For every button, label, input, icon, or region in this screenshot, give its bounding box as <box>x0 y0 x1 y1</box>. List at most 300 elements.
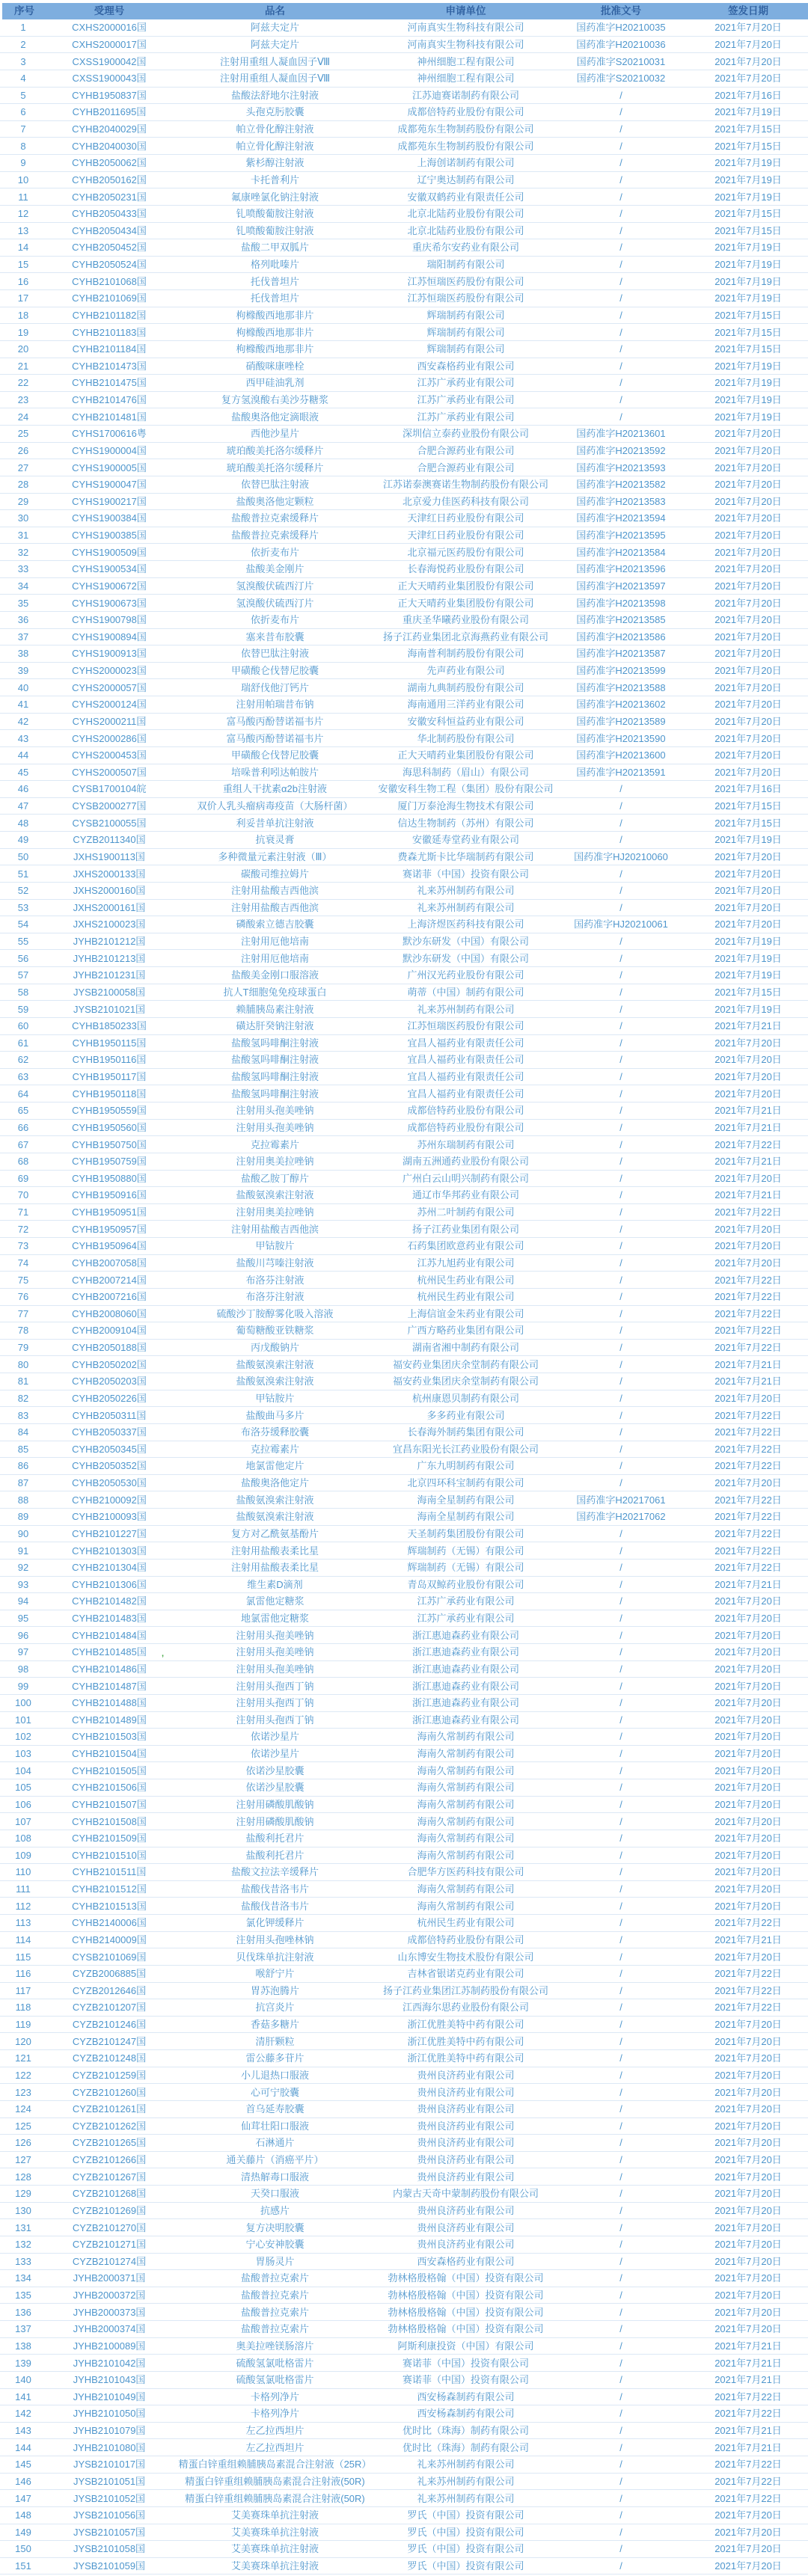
applicant-cell: 礼来苏州制药有限公司 <box>417 901 515 913</box>
approval-no-cell: / <box>619 292 622 304</box>
table-row <box>0 1356 808 1373</box>
acceptance-no-cell: JYHB2100089国 <box>73 2340 146 2352</box>
table-row <box>0 2168 808 2186</box>
acceptance-no-cell: CYZB2101248国 <box>72 2052 147 2064</box>
table-row <box>0 1610 808 1628</box>
approval-no-cell: 国药准字H20213591 <box>576 766 666 778</box>
approval-no-cell: / <box>619 2002 622 2014</box>
approval-no-cell: / <box>619 1595 622 1607</box>
issue-date-cell: 2021年7月20日 <box>714 461 782 473</box>
issue-date-cell: 2021年7月20日 <box>714 2120 782 2132</box>
table-row <box>0 1475 808 1492</box>
acceptance-no-cell: JXHS2000160国 <box>73 885 146 897</box>
product-name-cell: 碳酸司维拉姆片 <box>240 868 309 880</box>
table-row <box>0 1729 808 1746</box>
acceptance-no-cell: CYHB2101509国 <box>72 1833 147 1844</box>
product-name-cell: 清肝颗粒 <box>255 2035 295 2047</box>
seq-cell: 83 <box>17 1409 29 1421</box>
issue-date-cell: 2021年7月22日 <box>714 2391 782 2402</box>
applicant-cell: 江苏广承药业有限公司 <box>417 1595 515 1607</box>
acceptance-no-cell: CYHB1950957国 <box>72 1223 147 1235</box>
applicant-cell: 海南久常制药有限公司 <box>417 1883 515 1895</box>
acceptance-no-cell: CYHB1950759国 <box>72 1156 147 1168</box>
seq-cell: 94 <box>17 1595 29 1607</box>
issue-date-cell: 2021年7月20日 <box>714 2086 782 2098</box>
table-row <box>0 1221 808 1238</box>
seq-cell: 9 <box>20 157 26 169</box>
table-row <box>0 2423 808 2440</box>
seq-cell: 100 <box>15 1697 31 1709</box>
product-name-cell: 盐酸二甲双胍片 <box>240 242 309 254</box>
applicant-cell: 辉瑞制药有限公司 <box>426 309 505 321</box>
table-row <box>0 1932 808 1949</box>
product-name-cell: 布洛芬缓释胶囊 <box>240 1426 309 1438</box>
table-row <box>0 950 808 967</box>
table-row <box>0 223 808 240</box>
product-name-cell: 依诺沙星片 <box>250 1748 299 1760</box>
acceptance-no-cell: CYZB2101246国 <box>72 2019 147 2031</box>
applicant-cell: 广东九明制药有限公司 <box>417 1460 515 1472</box>
product-name-cell: 注射用盐酸吉西他滨 <box>230 901 319 913</box>
acceptance-no-cell: CYHB2040030国 <box>72 140 147 152</box>
acceptance-no-cell: CYHB2101182国 <box>72 309 147 321</box>
approval-no-cell: / <box>619 1071 622 1083</box>
table-row <box>0 1407 808 1424</box>
approval-no-cell: 国药准字H20213596 <box>576 563 666 575</box>
seq-cell: 50 <box>17 850 29 862</box>
acceptance-no-cell: CYHS2000057国 <box>72 681 147 693</box>
approval-no-cell: / <box>619 2137 622 2149</box>
seq-cell: 140 <box>15 2374 31 2386</box>
approval-no-cell: / <box>619 343 622 355</box>
approval-no-cell: / <box>619 1376 622 1387</box>
table-row <box>0 1153 808 1171</box>
seq-cell: 120 <box>15 2035 31 2047</box>
approval-no-cell: / <box>619 2306 622 2318</box>
table-row <box>0 1035 808 1052</box>
seq-cell: 86 <box>17 1460 29 1472</box>
issue-date-cell: 2021年7月15日 <box>714 140 782 152</box>
table-row <box>0 2152 808 2169</box>
seq-cell: 133 <box>15 2255 31 2267</box>
seq-cell: 3 <box>20 55 26 67</box>
issue-date-cell: 2021年7月20日 <box>714 1595 782 1607</box>
product-name-cell: 胃肠灵片 <box>255 2255 295 2267</box>
product-name-cell: 依替巴肽注射液 <box>240 648 309 660</box>
product-name-cell: 盐酸普拉克索缓释片 <box>230 530 319 542</box>
table-row <box>0 1526 808 1543</box>
product-name-cell: 盐酸美金刚口服溶液 <box>230 969 319 981</box>
seq-cell: 61 <box>17 1037 29 1049</box>
seq-cell: 26 <box>17 444 29 456</box>
applicant-cell: 西安杨森制药有限公司 <box>417 2391 515 2402</box>
applicant-cell: 江苏广承药业有限公司 <box>417 377 515 389</box>
applicant-cell: 贵州良济药业有限公司 <box>417 2103 515 2115</box>
product-name-cell: 注射用头孢唑林钠 <box>236 1933 314 1945</box>
issue-date-cell: 2021年7月22日 <box>714 1274 782 1286</box>
approval-no-cell: / <box>619 885 622 897</box>
seq-cell: 146 <box>15 2475 31 2487</box>
table-row <box>0 2372 808 2389</box>
table-header-row <box>2 3 808 19</box>
product-name-cell: 富马酸丙酚替诺福韦片 <box>226 715 324 727</box>
product-name-cell: 依折麦布片 <box>250 614 299 626</box>
product-name-cell: 盐酸奥洛他定片 <box>240 1477 309 1489</box>
issue-date-cell: 2021年7月20日 <box>714 1714 782 1726</box>
acceptance-no-cell: JYHB2101080国 <box>73 2441 146 2453</box>
acceptance-no-cell: CYHS1900509国 <box>72 546 147 558</box>
applicant-cell: 杭州民生药业有限公司 <box>417 1917 515 1929</box>
table-row <box>0 2558 808 2575</box>
seq-cell: 96 <box>17 1629 29 1641</box>
acceptance-no-cell: JYSB2101056国 <box>73 2509 146 2521</box>
approval-no-cell: / <box>619 1342 622 1354</box>
seq-cell: 134 <box>15 2272 31 2284</box>
seq-cell: 117 <box>15 1984 31 1996</box>
issue-date-cell: 2021年7月21日 <box>714 1933 782 1945</box>
acceptance-no-cell: JYHB2000371国 <box>73 2272 146 2284</box>
table-row <box>0 561 808 578</box>
approval-no-cell: / <box>619 952 622 964</box>
product-name-cell: 石淋通片 <box>255 2137 295 2149</box>
applicant-cell: 浙江优胜美特中药有限公司 <box>407 2019 524 2031</box>
acceptance-no-cell: CYZB2101271国 <box>72 2239 147 2251</box>
seq-cell: 47 <box>17 800 29 812</box>
table-row <box>0 916 808 933</box>
seq-cell: 39 <box>17 665 29 677</box>
table-row <box>0 798 808 815</box>
applicant-cell: 先声药业有限公司 <box>426 665 505 677</box>
applicant-cell: 宜昌人福药业有限责任公司 <box>407 1088 524 1100</box>
applicant-cell: 辉瑞制药（无锡）有限公司 <box>407 1562 524 1574</box>
table-row <box>0 70 808 88</box>
acceptance-no-cell: CYHB1950964国 <box>72 1240 147 1252</box>
approval-no-cell: 国药准字H20213592 <box>576 444 666 456</box>
applicant-cell: 湖南九典制药股份有限公司 <box>407 681 524 693</box>
seq-cell: 137 <box>15 2323 31 2335</box>
approval-no-cell: / <box>619 2052 622 2064</box>
seq-cell: 51 <box>17 868 29 880</box>
table-row <box>0 865 808 883</box>
header-acceptance-no: 受理号 <box>94 5 125 17</box>
table-row <box>0 629 808 646</box>
seq-cell: 28 <box>17 479 29 491</box>
table-row <box>0 257 808 274</box>
approval-no-cell: / <box>619 1815 622 1827</box>
seq-cell: 5 <box>20 89 26 101</box>
product-name-cell: 注射用重组人凝血因子Ⅷ <box>219 55 331 67</box>
acceptance-no-cell: JYSB2101058国 <box>73 2543 146 2555</box>
applicant-cell: 上海信谊金朱药业有限公司 <box>407 1307 524 1319</box>
product-name-cell: 精蛋白锌重组赖脯胰岛素混合注射液（25R） <box>178 2459 372 2471</box>
issue-date-cell: 2021年7月20日 <box>714 1629 782 1641</box>
issue-date-cell: 2021年7月20日 <box>714 1866 782 1878</box>
issue-date-cell: 2021年7月19日 <box>714 360 782 372</box>
applicant-cell: 苏州二叶制药有限公司 <box>417 1206 515 1218</box>
table-row <box>0 2474 808 2491</box>
table-row <box>0 679 808 696</box>
acceptance-no-cell: CYHB2050434国 <box>72 224 147 236</box>
seq-cell: 27 <box>17 461 29 473</box>
applicant-cell: 苏州东瑞制药有限公司 <box>417 1138 515 1150</box>
acceptance-no-cell: CYHB1950916国 <box>72 1189 147 1201</box>
acceptance-no-cell: CXHS2000017国 <box>72 38 147 50</box>
issue-date-cell: 2021年7月20日 <box>714 2290 782 2301</box>
approval-no-cell: / <box>619 1562 622 1574</box>
product-name-cell: 依折麦布片 <box>250 546 299 558</box>
product-name-cell: 葡萄糖酸亚铁糖浆 <box>236 1325 314 1337</box>
applicant-cell: 江苏诺泰澳赛诺生物制药股份有限公司 <box>382 479 548 491</box>
seq-cell: 116 <box>15 1968 31 1980</box>
seq-cell: 7 <box>20 123 26 135</box>
acceptance-no-cell: CYHB2050062国 <box>72 157 147 169</box>
seq-cell: 77 <box>17 1307 29 1319</box>
seq-cell: 88 <box>17 1494 29 1506</box>
applicant-cell: 多多药业有限公司 <box>426 1409 505 1421</box>
seq-cell: 75 <box>17 1274 29 1286</box>
approval-no-cell: / <box>619 1663 622 1675</box>
seq-cell: 6 <box>20 106 26 118</box>
approval-no-cell: / <box>619 1460 622 1472</box>
applicant-cell: 河南真实生物科技有限公司 <box>407 38 524 50</box>
issue-date-cell: 2021年7月20日 <box>714 732 782 744</box>
acceptance-no-cell: CYHB2101505国 <box>72 1764 147 1776</box>
product-name-cell: 盐酸奥洛他定滴眼液 <box>230 411 319 423</box>
seq-cell: 36 <box>17 614 29 626</box>
acceptance-no-cell: JYHB2101079国 <box>73 2425 146 2437</box>
table-row <box>0 1627 808 1644</box>
issue-date-cell: 2021年7月20日 <box>714 1071 782 1083</box>
applicant-cell: 扬子江药业集团江苏制药股份有限公司 <box>382 1984 548 1996</box>
product-name-cell: 托伐普坦片 <box>250 292 299 304</box>
acceptance-no-cell: CYHS1700616粤 <box>72 428 147 440</box>
product-name-cell: 盐酸文拉法辛缓释片 <box>230 1866 319 1878</box>
seq-cell: 20 <box>17 343 29 355</box>
approval-no-cell: 国药准字HJ20210060 <box>574 850 668 862</box>
table-row <box>0 696 808 714</box>
approval-no-cell: / <box>619 2069 622 2081</box>
issue-date-cell: 2021年7月19日 <box>714 275 782 287</box>
acceptance-no-cell: CYZB2101247国 <box>72 2035 147 2047</box>
applicant-cell: 通辽市华邦药业有限公司 <box>411 1189 519 1201</box>
seq-cell: 59 <box>17 1003 29 1015</box>
acceptance-no-cell: CYHB2101481国 <box>72 411 147 423</box>
issue-date-cell: 2021年7月20日 <box>714 1680 782 1692</box>
applicant-cell: 贵州良济药业有限公司 <box>417 2204 515 2216</box>
seq-cell: 109 <box>15 1849 31 1861</box>
table-row <box>0 2338 808 2355</box>
approval-no-cell: / <box>619 1849 622 1861</box>
table-row <box>0 849 808 866</box>
table-row <box>0 1762 808 1779</box>
approval-no-cell: / <box>619 1578 622 1590</box>
applicant-cell: 宜昌东阳光长江药业股份有限公司 <box>392 1443 539 1455</box>
applicant-cell: 河南真实生物科技有限公司 <box>407 22 524 34</box>
product-name-cell: 氢溴酸伏硫西汀片 <box>236 597 314 609</box>
acceptance-no-cell: CYHB2011695国 <box>72 106 147 118</box>
acceptance-no-cell: CYHB2050226国 <box>72 1392 147 1404</box>
applicant-cell: 海南通用三洋药业有限公司 <box>407 699 524 711</box>
product-name-cell: 布洛芬注射液 <box>245 1291 304 1303</box>
issue-date-cell: 2021年7月20日 <box>714 1646 782 1658</box>
table-row <box>0 1999 808 2017</box>
product-name-cell: 左乙拉西坦片 <box>245 2441 304 2453</box>
acceptance-no-cell: CYHS1900673国 <box>72 597 147 609</box>
issue-date-cell: 2021年7月20日 <box>714 512 782 524</box>
approval-no-cell: / <box>619 901 622 913</box>
table-row <box>0 1085 808 1103</box>
table-row <box>0 967 808 984</box>
issue-date-cell: 2021年7月20日 <box>714 2509 782 2521</box>
acceptance-no-cell: JXHS2000161国 <box>73 901 146 913</box>
product-name-cell: 注射用盐酸吉西他滨 <box>230 1223 319 1235</box>
table-row <box>0 1441 808 1459</box>
product-name-cell: 枸橼酸西地那非片 <box>236 326 314 338</box>
product-name-cell: 抗感片 <box>260 2204 290 2216</box>
table-row <box>0 832 808 849</box>
product-name-cell: 香菇多糖片 <box>250 2019 299 2031</box>
approval-no-cell: 国药准字H20213598 <box>576 597 666 609</box>
approval-no-cell: 国药准字H20213582 <box>576 479 666 491</box>
product-name-cell: 注射用头孢西丁钠 <box>236 1714 314 1726</box>
seq-cell: 102 <box>15 1731 31 1743</box>
product-name-cell: 贝伐珠单抗注射液 <box>236 1951 314 1963</box>
approval-no-cell: / <box>619 2374 622 2386</box>
issue-date-cell: 2021年7月22日 <box>714 1460 782 1472</box>
seq-cell: 79 <box>17 1342 29 1354</box>
issue-date-cell: 2021年7月21日 <box>714 2340 782 2352</box>
approval-no-cell: / <box>619 2560 622 2572</box>
acceptance-no-cell: CYHB2007214国 <box>72 1274 147 1286</box>
issue-date-cell: 2021年7月20日 <box>714 2323 782 2335</box>
table-row <box>0 1322 808 1340</box>
applicant-cell: 阿斯利康投资（中国）有限公司 <box>397 2340 534 2352</box>
seq-cell: 131 <box>15 2221 31 2233</box>
product-name-cell: 富马酸丙酚替诺福韦片 <box>226 732 324 744</box>
table-row <box>0 206 808 223</box>
issue-date-cell: 2021年7月19日 <box>714 377 782 389</box>
acceptance-no-cell: CYZB2101267国 <box>72 2171 147 2183</box>
table-row <box>0 2456 808 2474</box>
acceptance-no-cell: JYHB2101213国 <box>73 952 146 964</box>
seq-cell: 147 <box>15 2492 31 2504</box>
applicant-cell: 罗氏（中国）投资有限公司 <box>407 2543 524 2555</box>
applicant-cell: 辉瑞制药（无锡）有限公司 <box>407 1545 524 1557</box>
table-row <box>0 747 808 764</box>
product-name-cell: 心可宁胶囊 <box>250 2086 299 2098</box>
applicant-cell: 西安森格药业有限公司 <box>417 2255 515 2267</box>
seq-cell: 19 <box>17 326 29 338</box>
product-name-cell: 通关藤片（消癌平片） <box>226 2154 324 2166</box>
applicant-cell: 湖南省湘中制药有限公司 <box>411 1342 519 1354</box>
approval-no-cell: 国药准字H20213587 <box>576 648 666 660</box>
issue-date-cell: 2021年7月20日 <box>714 22 782 34</box>
issue-date-cell: 2021年7月21日 <box>714 1105 782 1117</box>
applicant-cell: 礼来苏州制药有限公司 <box>417 2492 515 2504</box>
approval-no-cell: 国药准字H20213597 <box>576 580 666 592</box>
header-applicant: 申请单位 <box>445 5 486 17</box>
approval-no-cell: / <box>619 2509 622 2521</box>
issue-date-cell: 2021年7月20日 <box>714 73 782 85</box>
applicant-cell: 海南久常制药有限公司 <box>417 1731 515 1743</box>
acceptance-no-cell: CYHB2101476国 <box>72 394 147 406</box>
product-name-cell: 格列吡嗪片 <box>250 259 299 271</box>
applicant-cell: 海南全星制药有限公司 <box>417 1494 515 1506</box>
acceptance-no-cell: CYHS1900217国 <box>72 495 147 507</box>
issue-date-cell: 2021年7月20日 <box>714 2204 782 2216</box>
acceptance-no-cell: CYHB2050231国 <box>72 191 147 203</box>
issue-date-cell: 2021年7月15日 <box>714 123 782 135</box>
seq-cell: 56 <box>17 952 29 964</box>
acceptance-no-cell: CYHB2101482国 <box>72 1595 147 1607</box>
acceptance-no-cell: CYHB2140009国 <box>72 1933 147 1945</box>
product-name-cell: 硫酸氢氯吡格雷片 <box>236 2357 314 2369</box>
approval-no-cell: / <box>619 2425 622 2437</box>
seq-cell: 22 <box>17 377 29 389</box>
approval-no-cell: / <box>619 1697 622 1709</box>
seq-cell: 103 <box>15 1748 31 1760</box>
acceptance-no-cell: CYHB2050203国 <box>72 1376 147 1387</box>
table-row <box>0 1797 808 1814</box>
approval-no-cell: / <box>619 1189 622 1201</box>
seq-cell: 46 <box>17 783 29 795</box>
applicant-cell: 青岛双鲸药业股份有限公司 <box>407 1578 524 1590</box>
issue-date-cell: 2021年7月20日 <box>714 1663 782 1675</box>
issue-date-cell: 2021年7月19日 <box>714 242 782 254</box>
approval-no-cell: / <box>619 1409 622 1421</box>
issue-date-cell: 2021年7月15日 <box>714 343 782 355</box>
approval-no-cell: / <box>619 1748 622 1760</box>
product-name-cell: 帕立骨化醇注射液 <box>236 123 314 135</box>
issue-date-cell: 2021年7月21日 <box>714 1156 782 1168</box>
table-row <box>0 37 808 54</box>
approval-no-cell: / <box>619 1629 622 1641</box>
applicant-cell: 勃林格殷格翰（中国）投资有限公司 <box>388 2272 544 2284</box>
issue-date-cell: 2021年7月20日 <box>714 850 782 862</box>
seq-cell: 45 <box>17 766 29 778</box>
applicant-cell: 正大天晴药业集团股份有限公司 <box>397 580 534 592</box>
table-row <box>0 2067 808 2085</box>
approval-no-cell: / <box>619 1358 622 1370</box>
applicant-cell: 北京北陆药业股份有限公司 <box>407 208 524 220</box>
acceptance-no-cell: CYHB2050311国 <box>72 1409 147 1421</box>
issue-date-cell: 2021年7月15日 <box>714 224 782 236</box>
seq-cell: 66 <box>17 1121 29 1133</box>
applicant-cell: 贵州良济药业有限公司 <box>417 2137 515 2149</box>
product-name-cell: 艾美赛珠单抗注射液 <box>230 2526 319 2538</box>
product-name-cell: 布洛芬注射液 <box>245 1274 304 1286</box>
product-name-cell: 枸橼酸西地那非片 <box>236 309 314 321</box>
table-row <box>0 815 808 832</box>
product-name-cell: 盐酸普拉克索片 <box>240 2323 309 2335</box>
acceptance-no-cell: CYHS2000507国 <box>72 766 147 778</box>
applicant-cell: 辉瑞制药有限公司 <box>426 343 505 355</box>
applicant-cell: 成都倍特药业股份有限公司 <box>407 1105 524 1117</box>
applicant-cell: 重庆希尔安药业有限公司 <box>411 242 519 254</box>
issue-date-cell: 2021年7月19日 <box>714 394 782 406</box>
product-name-cell: 盐酸氢吗啡酮注射液 <box>230 1071 319 1083</box>
table-row <box>0 358 808 375</box>
acceptance-no-cell: CYHB2101306国 <box>72 1578 147 1590</box>
table-row <box>0 1018 808 1035</box>
table-row <box>0 2254 808 2271</box>
table-row <box>0 1390 808 1408</box>
product-name-cell: 盐酸曲马多片 <box>245 1409 304 1421</box>
issue-date-cell: 2021年7月22日 <box>714 1494 782 1506</box>
approval-no-cell: / <box>619 2391 622 2402</box>
approval-no-cell: / <box>619 1731 622 1743</box>
seq-cell: 92 <box>17 1562 29 1574</box>
